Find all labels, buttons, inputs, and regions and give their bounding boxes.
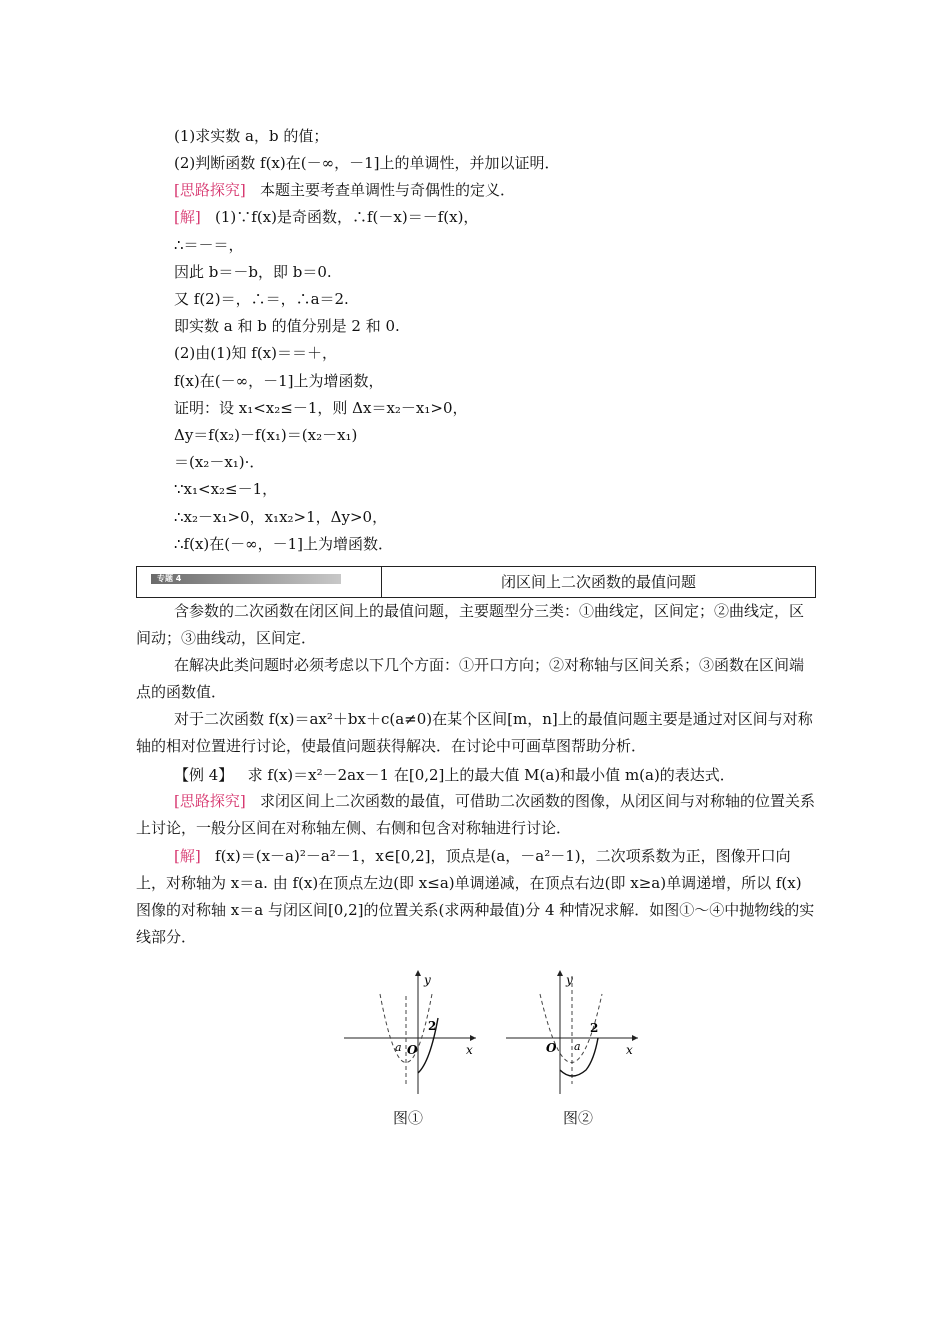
fig2-two-label: 2: [590, 1021, 599, 1035]
example-tag: 【例 4】: [174, 766, 234, 784]
fig1-o-label: O: [407, 1043, 418, 1057]
solution-1-text-1: (1)∵f(x)是奇函数，∴f(－x)＝－f(x)，: [215, 208, 479, 226]
analysis-text: 本题主要考查单调性与奇偶性的定义．: [260, 181, 516, 199]
example-text: 求 f(x)＝x²－2ax－1 在[0,2]上的最大值 M(a)和最小值 m(a)的表达式．: [247, 766, 735, 784]
topic-header: [136, 566, 816, 598]
solution-1-line-4: 又 f(2)＝，∴＝，∴a＝2.: [174, 290, 349, 308]
analysis-2-text: 求闭区间上二次函数的最值，可借助二次函数的图像，从闭区间与对称轴的位置关系上讨论，一般分区间在对称轴左侧、右侧和包含对称轴进行讨论．: [136, 792, 816, 837]
fig2-o-label: O: [546, 1041, 557, 1055]
solution-1-line-2: ∴＝－＝，: [174, 236, 244, 254]
fig2-y-arrow-icon: [557, 970, 563, 976]
fig2-y-label: y: [566, 973, 573, 987]
paragraph-3: 对于二次函数 f(x)＝ax²＋bx＋c(a≠0)在某个区间[m，n]上的最值问题主要是通过对区间与对称轴的相对位置进行讨论，使最值问题获得解决．在讨论中可画草图帮助分析．: [136, 710, 813, 755]
figure-2-graph: [502, 966, 642, 1096]
solution-1-line-8: 证明：设 x₁<x₂≤－1，则 Δx＝x₂－x₁>0，: [174, 399, 468, 417]
figure-1-caption: 图①: [393, 1109, 424, 1127]
solution-1-line-7: f(x)在(－∞，－1]上为增函数，: [174, 372, 384, 390]
analysis-2-tag: [思路探究]: [174, 792, 246, 810]
solution-1-line-10: ＝(x₂－x₁)·．: [174, 453, 265, 471]
topic-badge-cell: [137, 567, 382, 597]
fig1-a-label: a: [395, 1041, 402, 1054]
question-1: (1)求实数 a，b 的值；: [174, 127, 329, 145]
paragraph-2: 在解决此类问题时必须考虑以下几个方面：①开口方向；②对称轴与区间关系；③函数在区间端点的函数值．: [136, 656, 805, 701]
question-2: (2)判断函数 f(x)在(－∞，－1]上的单调性，并加以证明．: [174, 154, 560, 172]
solution-1-line-12: ∴x₂－x₁>0，x₁x₂>1，Δy>0，: [174, 508, 388, 526]
fig1-x-label: x: [466, 1043, 473, 1057]
topic-title: 闭区间上二次函数的最值问题: [500, 573, 696, 591]
solution-1-line-13: ∴f(x)在(－∞，－1]上为增函数．: [174, 535, 394, 553]
paragraph-1: 含参数的二次函数在闭区间上的最值问题，主要题型分三类：①曲线定，区间定；②曲线定，区间动；③曲线动，区间定．: [136, 602, 805, 647]
figure-2-caption: 图②: [563, 1109, 594, 1127]
fig1-x-arrow-icon: [470, 1035, 476, 1041]
solution-2-tag: [解]: [174, 847, 201, 865]
fig1-y-arrow-icon: [415, 970, 421, 976]
solution-1-line-6: (2)由(1)知 f(x)＝＝＋，: [174, 344, 337, 362]
solution-1-line-3: 因此 b＝－b，即 b＝0.: [174, 263, 332, 281]
solution-1-line-9: Δy＝f(x₂)－f(x₁)＝(x₂－x₁): [174, 426, 358, 444]
fig2-x-label: x: [626, 1043, 633, 1057]
topic-badge: [151, 574, 341, 584]
example-4: [174, 765, 735, 785]
figure-1-graph: [340, 966, 480, 1096]
solution-2: [136, 843, 816, 951]
solution-1-line-5: 即实数 a 和 b 的值分别是 2 和 0.: [174, 317, 400, 335]
analysis-2: [136, 788, 816, 842]
analysis-tag: [思路探究]: [174, 181, 246, 199]
solution-2-text: f(x)＝(x－a)²－a²－1，x∈[0,2]，顶点是(a，－a²－1)，二次项系数为正，图像开口向上，对称轴为 x＝a. 由 f(x)在顶点左边(即 x≤a)单调递减，在顶点右边(即 x≥a)单调递增，所以 f(x)图像的对称轴 x＝a 与闭区间[0,2]的位置关系(求两种最值)分 4 种情况求解．如图①～④中抛物线的实线部分．: [136, 847, 815, 946]
analysis-1: [174, 180, 515, 200]
fig1-y-label: y: [424, 973, 431, 987]
solution-tag: [解]: [174, 208, 201, 226]
fig2-x-arrow-icon: [632, 1035, 638, 1041]
topic-badge-label: 专题 4: [157, 574, 182, 583]
fig1-two-label: 2: [428, 1019, 437, 1033]
solution-1-line-1: [174, 207, 478, 227]
solution-1-line-11: ∵x₁<x₂≤－1，: [174, 480, 278, 498]
fig2-a-label: a: [574, 1040, 581, 1053]
